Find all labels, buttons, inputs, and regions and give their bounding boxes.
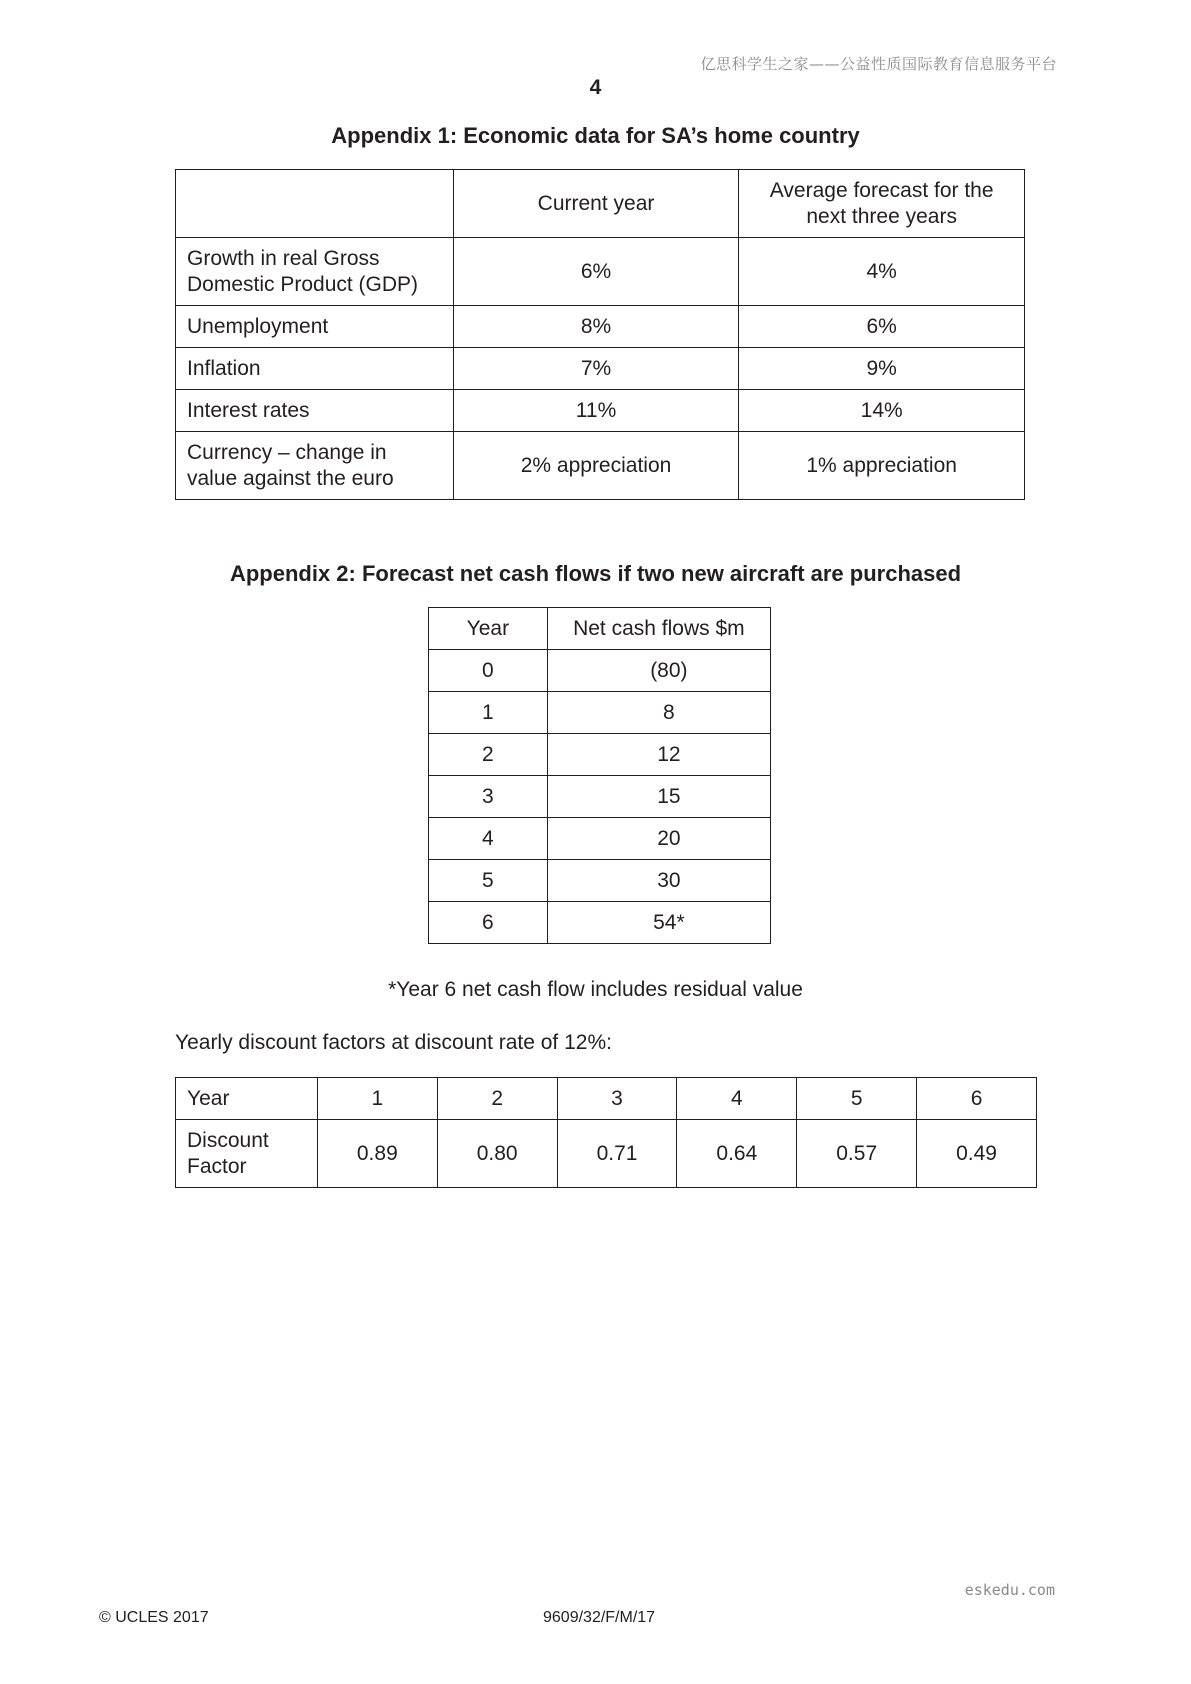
discount-factor-cell: 0.71 [557,1120,677,1188]
header-cell-forecast: Average forecast for the next three years [739,170,1025,238]
table-row [176,390,1025,432]
table-row [176,348,1025,390]
table-row [429,692,771,734]
year-cell: 5 [429,860,548,902]
table-row [429,902,771,944]
header-watermark: 亿思科学生之家——公益性质国际教育信息服务平台 [700,55,1057,73]
row-label: Currency – change in value against the euro [176,432,454,500]
cash-flow-cell: (80) [547,650,770,692]
current-value: 8% [453,306,739,348]
table-row [429,818,771,860]
row-label: Growth in real Gross Domestic Product (GDP) [176,238,454,306]
header-cell-current-year: Current year [453,170,739,238]
year-cell: 4 [429,818,548,860]
row-label: Inflation [176,348,454,390]
current-value: 11% [453,390,739,432]
year-cell: 3 [429,776,548,818]
copyright-notice: © UCLES 2017 [99,1609,209,1626]
table-row [176,306,1025,348]
discount-factors-intro: Yearly discount factors at discount rate of 12%: [175,1031,612,1054]
cash-flow-cell: 54* [547,902,770,944]
footer-watermark: eskedu.com [964,1581,1055,1599]
year-cell: 5 [797,1078,917,1120]
table-row [176,1078,1037,1120]
appendix-1-title: Appendix 1: Economic data for SA’s home country [331,123,860,148]
economic-data-table [175,169,1025,500]
year-cell: 2 [429,734,548,776]
page-number: 4 [589,76,602,99]
residual-value-footnote: *Year 6 net cash flow includes residual value [388,978,803,1001]
cash-flow-cell: 15 [547,776,770,818]
cash-flow-table [428,607,771,944]
header-cell-net-cash-flows: Net cash flows $m [547,608,770,650]
cash-flow-cell: 8 [547,692,770,734]
table-header-row [429,608,771,650]
forecast-value: 1% appreciation [739,432,1025,500]
year-cell: 0 [429,650,548,692]
forecast-value: 9% [739,348,1025,390]
forecast-value: 14% [739,390,1025,432]
header-cell-year: Year [429,608,548,650]
table-row [176,238,1025,306]
table-header-row [176,170,1025,238]
discount-factor-cell: 0.49 [917,1120,1037,1188]
discount-factor-label-cell: Discount Factor [176,1120,318,1188]
discount-factor-cell: 0.57 [797,1120,917,1188]
year-cell: 3 [557,1078,677,1120]
row-label: Interest rates [176,390,454,432]
table-row [176,1120,1037,1188]
cash-flow-cell: 20 [547,818,770,860]
current-value: 7% [453,348,739,390]
table-row [176,432,1025,500]
year-cell: 4 [677,1078,797,1120]
discount-factor-cell: 0.80 [437,1120,557,1188]
year-cell: 6 [429,902,548,944]
header-cell-empty [176,170,454,238]
year-cell: 1 [429,692,548,734]
paper-code: 9609/32/F/M/17 [543,1609,656,1626]
table-row [429,860,771,902]
cash-flow-cell: 12 [547,734,770,776]
current-value: 2% appreciation [453,432,739,500]
current-value: 6% [453,238,739,306]
row-label: Unemployment [176,306,454,348]
cash-flow-cell: 30 [547,860,770,902]
appendix-2-title: Appendix 2: Forecast net cash flows if two new aircraft are purchased [229,561,962,586]
year-cell: 2 [437,1078,557,1120]
year-cell: 6 [917,1078,1037,1120]
forecast-value: 4% [739,238,1025,306]
discount-factor-cell: 0.64 [677,1120,797,1188]
table-row [429,650,771,692]
discount-factor-cell: 0.89 [317,1120,437,1188]
year-label-cell: Year [176,1078,318,1120]
discount-factor-table [175,1077,1037,1188]
table-row [429,734,771,776]
forecast-value: 6% [739,306,1025,348]
table-row [429,776,771,818]
year-cell: 1 [317,1078,437,1120]
